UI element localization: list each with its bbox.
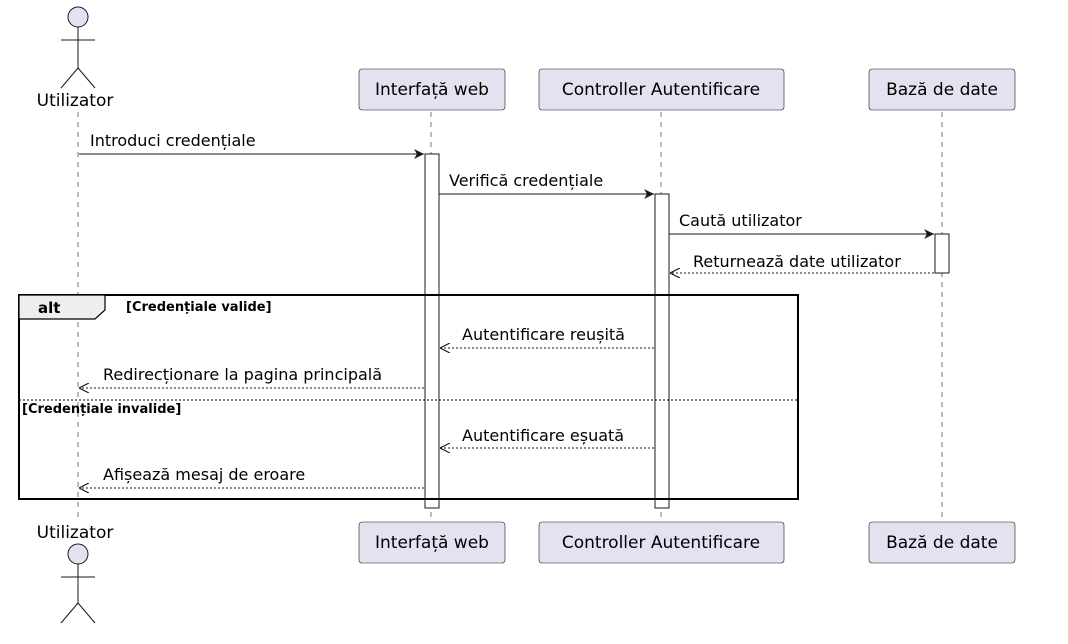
- message-auth-success: [440, 325, 654, 348]
- activation-db: [935, 234, 949, 273]
- actor-label-top: Utilizator: [36, 91, 114, 111]
- participant-db-top: [869, 69, 1015, 110]
- participant-db-bottom: [869, 522, 1015, 563]
- svg-text:Caută utilizator: Caută utilizator: [679, 211, 802, 230]
- message-verify-credentials: [439, 171, 654, 194]
- actor-head: [68, 7, 88, 27]
- participant-controller-label: Controller Autentificare: [561, 80, 761, 100]
- svg-text:Autentificare reușită: Autentificare reușită: [462, 325, 625, 344]
- alt-tab: [19, 295, 105, 319]
- participant-db-label: Bază de date: [886, 80, 998, 100]
- actor-user-top: [61, 7, 95, 88]
- svg-text:Returnează date utilizator: Returnează date utilizator: [693, 252, 901, 271]
- activation-web: [425, 154, 439, 508]
- svg-text:Redirecționare la pagina princ: Redirecționare la pagina principală: [103, 365, 383, 384]
- svg-text:Controller Autentificare: Controller Autentificare: [561, 533, 761, 553]
- activation-controller: [655, 194, 669, 508]
- message-introduce-credentials: [79, 131, 424, 154]
- message-auth-failed: [440, 426, 654, 448]
- svg-text:Introduci credențiale: Introduci credențiale: [90, 131, 256, 150]
- participant-web-label: Interfață web: [375, 80, 489, 100]
- participant-controller-top: [539, 69, 784, 110]
- message-show-error: [79, 465, 424, 488]
- alt-keyword: alt: [38, 299, 61, 317]
- alt-guard-invalid: [Credențiale invalide]: [22, 402, 182, 417]
- svg-text:Autentificare eșuată: Autentificare eșuată: [462, 426, 625, 445]
- svg-text:Afișează mesaj de eroare: Afișează mesaj de eroare: [103, 465, 306, 484]
- message-find-user: [669, 211, 934, 234]
- svg-text:Bază de date: Bază de date: [886, 533, 998, 553]
- participant-web-bottom: [359, 522, 505, 563]
- actor-user-bottom: [61, 544, 95, 623]
- participant-web-top: [359, 69, 505, 110]
- svg-text:Interfață web: Interfață web: [375, 533, 489, 553]
- participant-controller-bottom: [539, 522, 784, 563]
- message-return-user-data: [670, 252, 934, 273]
- message-redirect-main: [79, 365, 424, 388]
- svg-text:Verifică credențiale: Verifică credențiale: [449, 171, 604, 190]
- actor-label-bottom: Utilizator: [36, 523, 114, 543]
- actor-head: [68, 544, 88, 564]
- alt-guard-valid: [Credențiale valide]: [126, 300, 272, 315]
